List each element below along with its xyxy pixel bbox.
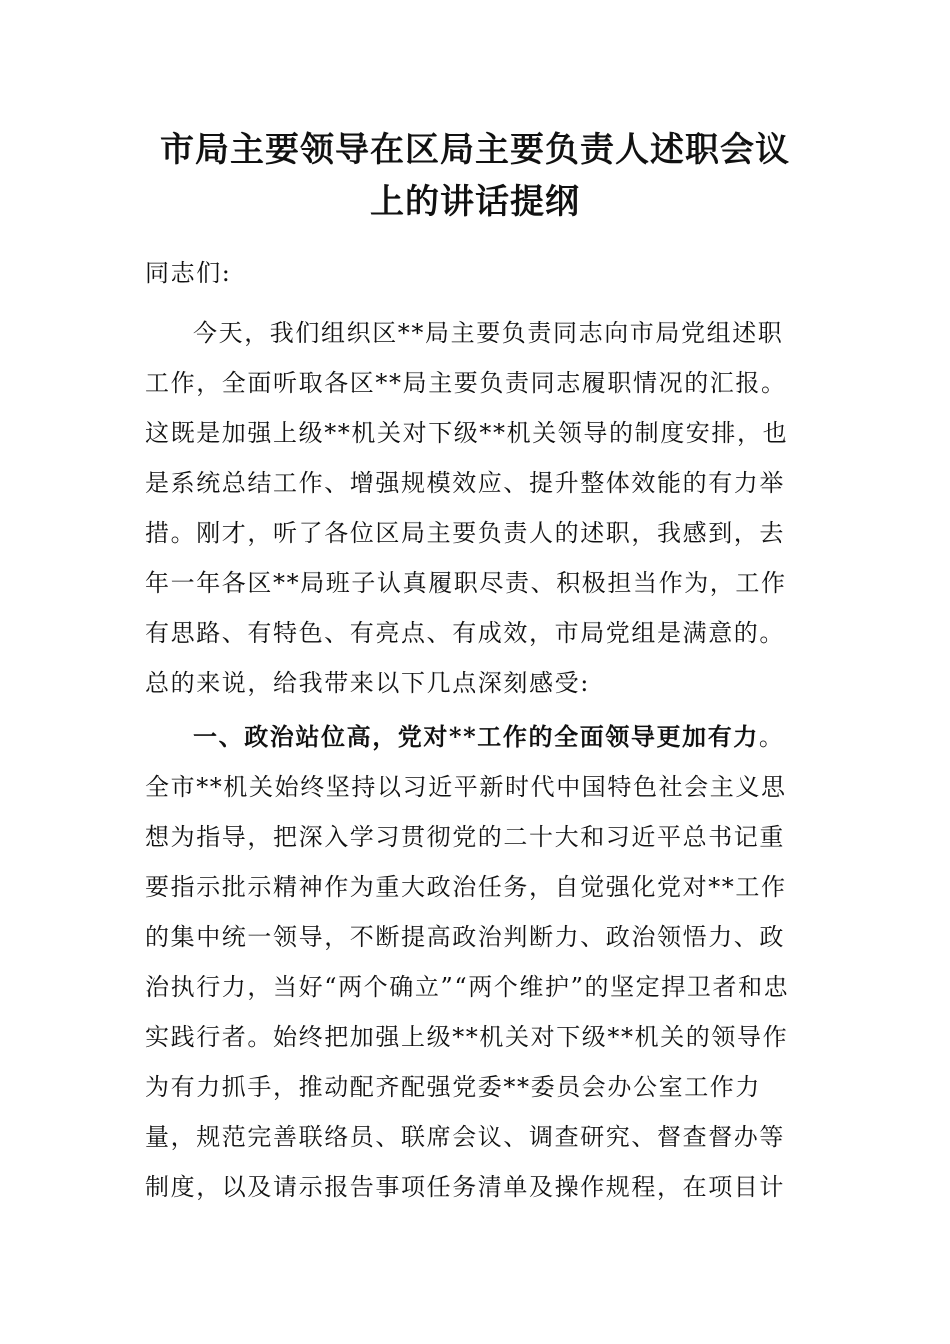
paragraph-section-one <box>145 712 805 1212</box>
paragraph-intro: 今天，我们组织区**局主要负责同志向市局党组述职工作，全面听取各区**局主要负责同志履职情况的汇报。这既是加强上级**机关对下级**机关领导的制度安排，也是系统总结工作、增强规模效应、提升整体效能的有力举措。刚才，听了各位区局主要负责人的述职，我感到，去年一年各区**局班子认真履职尽责、积极担当作为，工作有思路、有特色、有亮点、有成效，市局党组是满意的。总的来说，给我带来以下几点深刻感受: <box>145 319 789 697</box>
section-one-heading: 一、政治站位高，党对**工作的全面领导更加有力 <box>193 722 759 751</box>
section-one-text: 。全市**机关始终坚持以习近平新时代中国特色社会主义思想为指导，把深入学习贯彻党的二十大和习近平总书记重要指示批示精神作为重大政治任务，自觉强化党对**工作的集中统一领导，不断提高政治判断力、政治领悟力、政治执行力，当好“两个确立”“两个维护”的坚定捍卫者和忠实践行者。始终把加强上级**机关对下级**机关的领导作为有力抓手，推动配齐配强党委**委员会办公室工作力量，规范完善联络员、联席会议、调查研究、督查督办等制度，以及请示报告事项任务清单及操作规程，在项目计 <box>145 723 790 1201</box>
salutation: 同志们: <box>145 259 232 287</box>
document-title-line-2: 上的讲话提纲 <box>370 182 580 222</box>
document-title-line-1: 市局主要领导在区局主要负责人述职会议 <box>160 130 790 170</box>
